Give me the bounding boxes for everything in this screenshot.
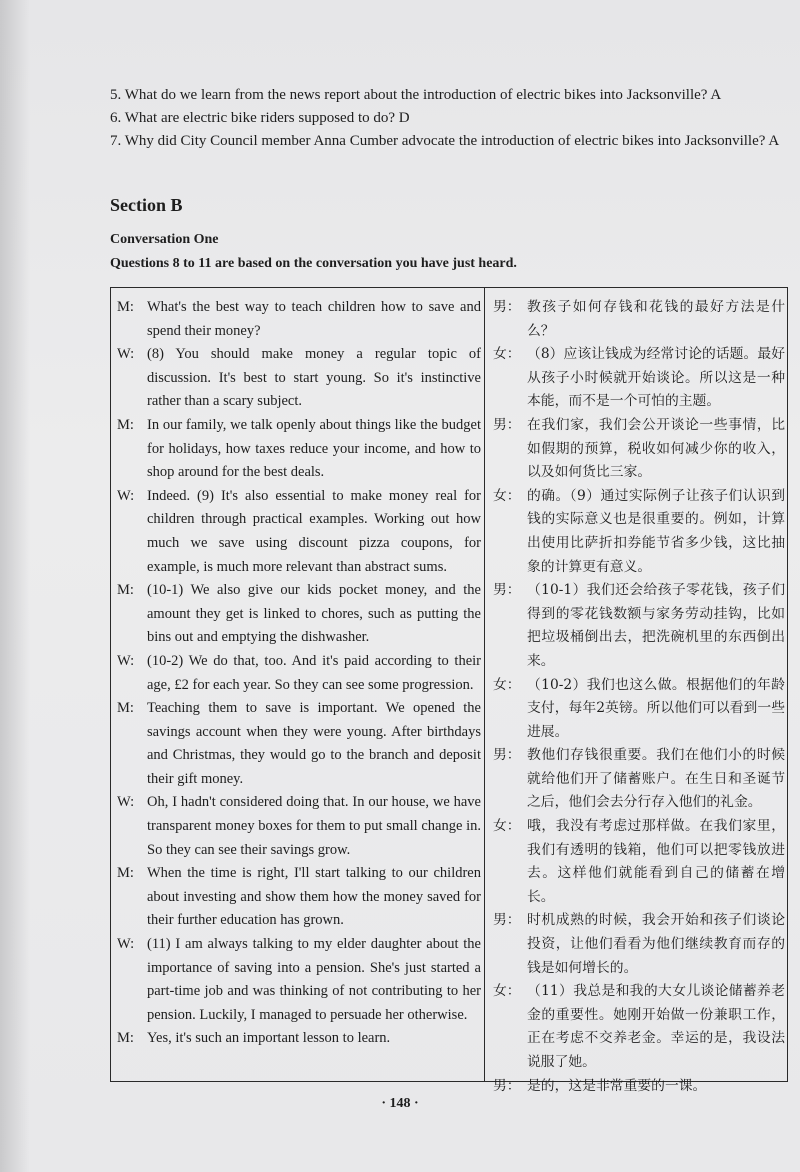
page-edge-shadow <box>0 0 30 1172</box>
dialogue-turn <box>493 909 785 980</box>
speaker-label: 女： <box>493 818 521 835</box>
speaker-label: 男： <box>493 416 521 433</box>
dialogue-text: (11) I am always talking to my elder daughter about the importance of saving into a pension. She's just started a part-time job and was thinking of not contributing to her pension. Luckily, I managed to persuade her otherwise. <box>147 936 481 1023</box>
question-list <box>110 84 790 153</box>
dialogue-text: （8）应该让钱成为经常讨论的话题。最好从孩子小时候就开始谈论。所以这是一种本能，而不是一个可怕的主题。 <box>527 346 785 410</box>
page-number: · 148 · <box>381 1096 419 1111</box>
transcript-table <box>110 287 788 1094</box>
speaker-label: M: <box>117 700 134 717</box>
dialogue-turn <box>117 485 481 579</box>
speaker-label: M: <box>117 582 134 599</box>
dialogue-turn <box>117 650 481 697</box>
speaker-label: 男： <box>493 582 521 599</box>
speaker-label: W: <box>117 794 135 811</box>
dialogue-text: 在我们家，我们会公开谈论一些事情，比如假期的预算，税收如何减少你的收入，以及如何货比三家。 <box>527 416 785 481</box>
transcript-english-column <box>117 296 481 1051</box>
dialogue-turn <box>117 791 481 862</box>
dialogue-text: Teaching them to save is important. We opened the savings account when they were young. After birthdays and Christmas, they would go to the branch and deposit their gift money. <box>147 700 481 787</box>
question-5: 5. What do we learn from the news report about the introduction of electric bikes into Jacksonville? A <box>110 87 722 103</box>
dialogue-turn <box>117 1027 481 1051</box>
speaker-label: 男： <box>493 912 521 929</box>
conversation-title: Conversation One <box>110 232 219 247</box>
speaker-label: 男： <box>493 299 521 315</box>
dialogue-turn <box>117 933 481 1027</box>
dialogue-turn <box>493 579 785 673</box>
dialogue-text: 时机成熟的时候，我会开始和孩子们谈论投资，让他们看看为他们继续教育而存的钱是如何增长的。 <box>527 912 785 976</box>
dialogue-turn <box>493 485 785 579</box>
dialogue-text: In our family, we talk openly about things like the budget for holidays, how taxes reduce your income, and how to shop around for the best deals. <box>147 416 481 481</box>
column-divider <box>484 288 485 1081</box>
question-7: 7. Why did City Council member Anna Cumber advocate the introduction of electric bikes into Jacksonville? A <box>110 133 780 149</box>
dialogue-text: What's the best way to teach children how to save and spend their money? <box>147 299 481 339</box>
dialogue-text: （10-2）我们也这么做。根据他们的年龄支付，每年2英镑。所以他们可以看到一些进展。 <box>527 676 785 740</box>
transcript-chinese-column <box>493 296 785 1098</box>
dialogue-turn <box>493 343 785 414</box>
dialogue-text: 哦，我没有考虑过那样做。在我们家里，我们有透明的钱箱，他们可以把零钱放进去。这样他们就能看到自己的储蓄在增长。 <box>527 818 785 905</box>
dialogue-turn <box>117 296 481 343</box>
dialogue-turn <box>493 1075 785 1099</box>
dialogue-turn <box>493 815 785 909</box>
dialogue-text: 的确。（9）通过实际例子让孩子们认识到钱的实际意义也是很重要的。例如，计算出使用比萨折扣券能节省多少钱，这比抽象的计算更有意义。 <box>527 487 785 575</box>
dialogue-turn <box>493 980 785 1074</box>
dialogue-turn <box>493 744 785 815</box>
dialogue-text: When the time is right, I'll start talking to our children about investing and show them how the money saved for their further education has grown. <box>147 865 481 929</box>
speaker-label: M: <box>117 1030 134 1047</box>
dialogue-turn <box>117 862 481 933</box>
dialogue-text: （10-1）我们还会给孩子零花钱，孩子们得到的零花钱数额与家务劳动挂钩，比如把垃圾桶倒出去，把洗碗机里的东西倒出来。 <box>527 582 785 669</box>
dialogue-turn <box>117 697 481 791</box>
question-6: 6. What are electric bike riders supposed to do? D <box>110 110 410 126</box>
dialogue-text: 是的，这是非常重要的一课。 <box>527 1077 707 1094</box>
dialogue-text: Yes, it's such an important lesson to learn. <box>147 1030 391 1047</box>
speaker-label: M: <box>117 416 134 433</box>
dialogue-text: 教他们存钱很重要。我们在他们小的时候就给他们开了储蓄账户。在生日和圣诞节之后，他们会去分行存入他们的礼金。 <box>527 747 785 811</box>
dialogue-text: Indeed. (9) It's also essential to make money real for children through practical examples. Working out how much we save using discount pizza coupons, for example, is much more relevant than abstract sums. <box>147 487 481 575</box>
speaker-label: W: <box>117 487 135 504</box>
speaker-label: M: <box>117 299 134 315</box>
dialogue-turn <box>493 414 785 485</box>
dialogue-turn <box>117 414 481 485</box>
conversation-instruction: Questions 8 to 11 are based on the conversation you have just heard. <box>110 256 517 271</box>
dialogue-text: 教孩子如何存钱和花钱的最好方法是什么？ <box>527 299 785 339</box>
speaker-label: M: <box>117 865 134 882</box>
speaker-label: 女： <box>493 487 521 504</box>
speaker-label: W: <box>117 652 135 669</box>
dialogue-text: Oh, I hadn't considered doing that. In our house, we have transparent money boxes for them to put small change in. So they can see their savings grow. <box>147 794 481 858</box>
dialogue-text: (10-2) We do that, too. And it's paid according to their age, £2 for each year. So they can see some progression. <box>147 652 481 693</box>
dialogue-text: （11）我总是和我的大女儿谈论储蓄养老金的重要性。她刚开始做一份兼职工作，正在考虑不交养老金。幸运的是，我设法说服了她。 <box>527 983 785 1070</box>
speaker-label: W: <box>117 346 135 363</box>
speaker-label: 女： <box>493 983 521 1000</box>
speaker-label: 男： <box>493 1077 521 1094</box>
dialogue-turn <box>493 296 785 343</box>
section-title: Section B <box>110 195 183 215</box>
speaker-label: 男： <box>493 747 521 764</box>
dialogue-text: (10-1) We also give our kids pocket money, and the amount they get is linked to chores, such as putting the bins out and emptying the dishwasher. <box>147 582 481 646</box>
speaker-label: 女： <box>493 346 521 363</box>
dialogue-turn <box>117 343 481 414</box>
dialogue-text: (8) You should make money a regular topic of discussion. It's best to start young. So it's instinctive rather than a scary subject. <box>147 346 481 410</box>
dialogue-turn <box>493 674 785 745</box>
dialogue-turn <box>117 579 481 650</box>
speaker-label: 女： <box>493 676 521 693</box>
speaker-label: W: <box>117 936 135 953</box>
